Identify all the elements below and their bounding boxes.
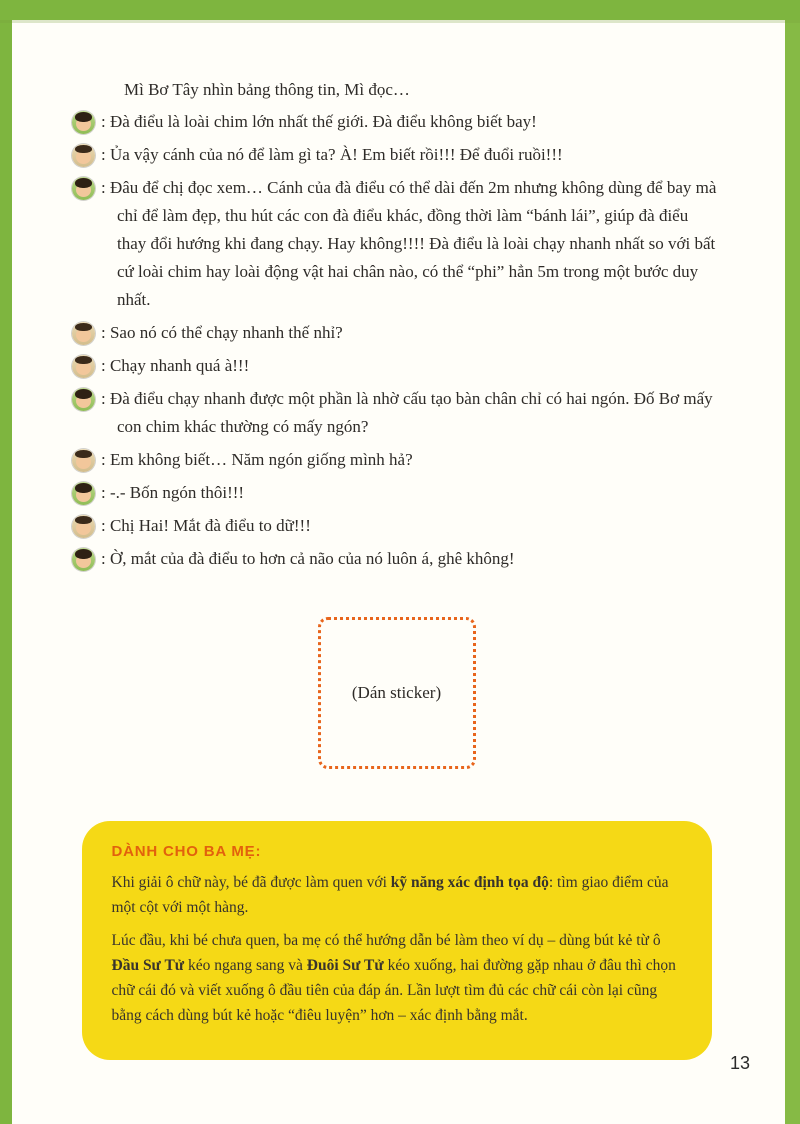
dialogue-text: : Sao nó có thể chạy nhanh thế nhỉ? — [101, 323, 343, 342]
p2-bold-2: Đuôi Sư Tử — [306, 957, 384, 974]
parents-heading: DÀNH CHO BA MẸ: — [111, 843, 262, 860]
dialogue-text: : Chị Hai! Mắt đà điểu to dữ!!! — [101, 516, 311, 535]
dialogue-row — [72, 174, 721, 314]
p1-pre: Khi giải ô chữ này, bé đã được làm quen với — [111, 874, 391, 891]
dialogue-text: : Chạy nhanh quá à!!! — [101, 356, 250, 375]
boy-avatar-icon — [72, 515, 95, 538]
p2-post: kéo xuống, hai đường gặp nhau ở đâu thì chọn chữ cái đó và viết xuống ô đầu tiên của đáp án. Lần lượt tìm đủ các chữ cái còn lại cũng bằng cách dùng bút kẻ hoặc “điêu luyện” hơn – xác định bằng mắt. — [111, 957, 676, 1024]
green-frame-right — [785, 0, 800, 1124]
intro-text: Mì Bơ Tây nhìn bảng thông tin, Mì đọc… — [124, 80, 410, 99]
dialogue-text: : -.- Bốn ngón thôi!!! — [101, 483, 245, 502]
dialogue-row — [72, 545, 721, 573]
sticker-placeholder-box — [318, 617, 476, 769]
green-frame-left — [0, 0, 12, 1124]
parents-paragraph-1 — [112, 870, 682, 920]
sticker-label: (Dán sticker) — [351, 683, 442, 702]
boy-avatar-icon — [72, 322, 95, 345]
dialogue-row — [72, 352, 721, 380]
girl-avatar-icon — [72, 548, 95, 571]
green-frame-top — [0, 0, 800, 20]
dialogue-row — [72, 446, 721, 474]
dialogue-row — [72, 385, 721, 441]
dialogue-text: : Ờ, mắt của đà điểu to hơn cả não của nó luôn á, ghê không! — [101, 549, 515, 568]
parents-note-box — [82, 821, 712, 1060]
parents-paragraph-2 — [112, 928, 682, 1028]
girl-avatar-icon — [72, 482, 95, 505]
dialogue-row — [72, 479, 721, 507]
dialogue-list — [72, 108, 721, 573]
p2-bold-1: Đầu Sư Tử — [111, 957, 185, 974]
dialogue-row — [72, 319, 721, 347]
dialogue-text: : Đà điểu chạy nhanh được một phần là nhờ cấu tạo bàn chân chỉ có hai ngón. Đố Bơ mấy con chim khác thường có mấy ngón? — [101, 389, 713, 436]
dialogue-text: : Ủa vậy cánh của nó để làm gì ta? À! Em biết rồi!!! Để đuổi ruồi!!! — [101, 145, 563, 164]
p1-post: : tìm giao điểm của một cột với một hàng. — [111, 874, 669, 916]
boy-avatar-icon — [72, 355, 95, 378]
girl-avatar-icon — [72, 177, 95, 200]
dialogue-row — [72, 108, 721, 136]
boy-avatar-icon — [72, 449, 95, 472]
page-content — [12, 20, 785, 1124]
dialogue-row — [72, 141, 721, 169]
girl-avatar-icon — [72, 111, 95, 134]
page-number: 13 — [729, 1053, 750, 1073]
dialogue-text: : Đâu để chị đọc xem… Cánh của đà điểu có thể dài đến 2m nhưng không dùng để bay mà chỉ để làm đẹp, thu hút các con đà điểu khác, đồng thời làm “bánh lái”, giúp đà điểu thay đổi hướng khi đang chạy. Hay không!!!! Đà điểu là loài chạy nhanh nhất so với bất cứ loài chim hay loài động vật hai chân nào, có thể “phi” hẳn 5m trong một bước duy nhất. — [101, 178, 717, 309]
p1-bold: kỹ năng xác định tọa độ — [390, 874, 549, 891]
boy-avatar-icon — [72, 144, 95, 167]
dialogue-row — [72, 512, 721, 540]
girl-avatar-icon — [72, 388, 95, 411]
p2-pre: Lúc đầu, khi bé chưa quen, ba mẹ có thể hướng dẫn bé làm theo ví dụ – dùng bút kẻ từ ô — [111, 932, 661, 949]
dialogue-text: : Đà điểu là loài chim lớn nhất thế giới. Đà điểu không biết bay! — [101, 112, 537, 131]
dialogue-text: : Em không biết… Năm ngón giống mình hả? — [101, 450, 413, 469]
p2-mid: kéo ngang sang và — [184, 957, 307, 974]
